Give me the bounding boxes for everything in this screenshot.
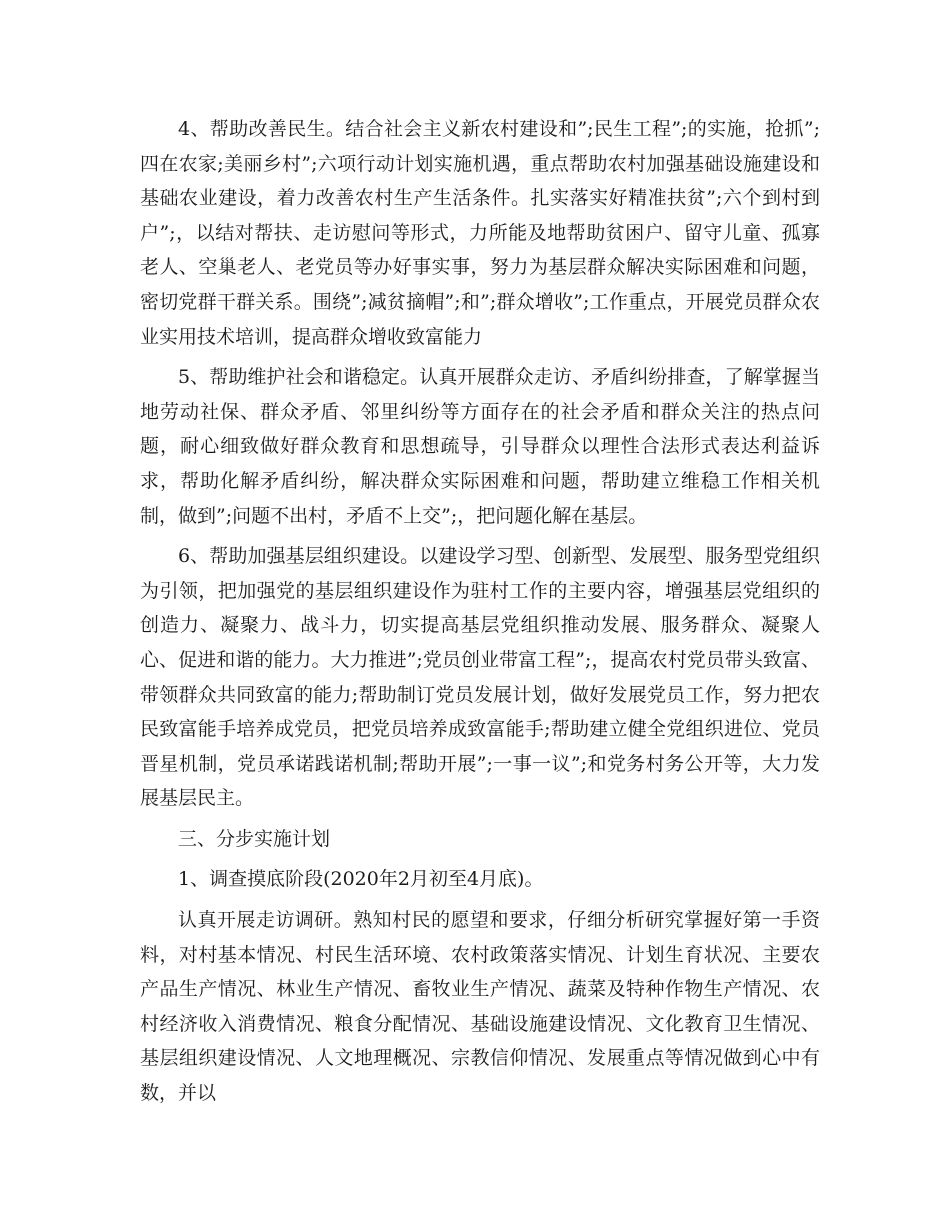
paragraph-social-stability: 5、帮助维护社会和谐稳定。认真开展群众走访、矛盾纠纷排查，了解掌握当地劳动社保、群众矛盾、邻里纠纷等方面存在的社会矛盾和群众关注的热点问题，耐心细致做好群众教育和思想疏导，引导群众以理性合法形式表达利益诉求，帮助化解矛盾纠纷，解决群众实际困难和问题，帮助建立维稳工作相关机制，做到”;问题不出村，矛盾不上交”;，把问题化解在基层。 bbox=[140, 366, 820, 527]
paragraph-improve-livelihood: 4、帮助改善民生。结合社会主义新农村建设和”;民生工程”;的实施，抢抓”;四在农家;美丽乡村”;六项行动计划实施机遇，重点帮助农村加强基础设施建设和基础农业建设，着力改善农村生产生活条件。扎实落实好精准扶贫”;六个到村到户”;，以结对帮扶、走访慰问等形式，力所能及地帮助贫困户、留守儿童、孤寡老人、空巢老人、老党员等办好事实事，努力为基层群众解决实际困难和问题，密切党群干群关系。围绕”;减贫摘帽”;和”;群众增收”;工作重点，开展党员群众农业实用技术培训，提高群众增收致富能力 bbox=[140, 118, 820, 348]
section-heading: 三、分步实施计划 bbox=[178, 827, 331, 850]
paragraph-survey: 认真开展走访调研。熟知村民的愿望和要求，仔细分析研究掌握好第一手资料，对村基本情况、村民生活环境、农村政策落实情况、计划生育状况、主要农产品生产情况、林业生产情况、畜牧业生产情况、蔬菜及特种作物生产情况、农村经济收入消费情况、粮食分配情况、基础设施建设情况、文化教育卫生情况、基层组织建设情况、人文地理概况、宗教信仰情况、发展重点等情况做到心中有数，并以 bbox=[140, 909, 820, 1105]
step-heading: 1、调查摸底阶段(2020年2月初至4月底)。 bbox=[178, 868, 544, 891]
paragraph-grassroots-organization: 6、帮助加强基层组织建设。以建设学习型、创新型、发展型、服务型党组织为引领，把加强党的基层组织建设作为驻村工作的主要内容，增强基层党组织的创造力、凝聚力、战斗力，切实提高基层党组织推动发展、服务群众、凝聚人心、促进和谐的能力。大力推进”;党员创业带富工程”;，提高农村党员带头致富、带领群众共同致富的能力;帮助制订党员发展计划，做好发展党员工作，努力把农民致富能手培养成党员，把党员培养成致富能手;帮助建立健全党组织进位、党员晋星机制，党员承诺践诺机制;帮助开展”;一事一议”;和党务村务公开等，大力发展基层民主。 bbox=[140, 545, 820, 810]
